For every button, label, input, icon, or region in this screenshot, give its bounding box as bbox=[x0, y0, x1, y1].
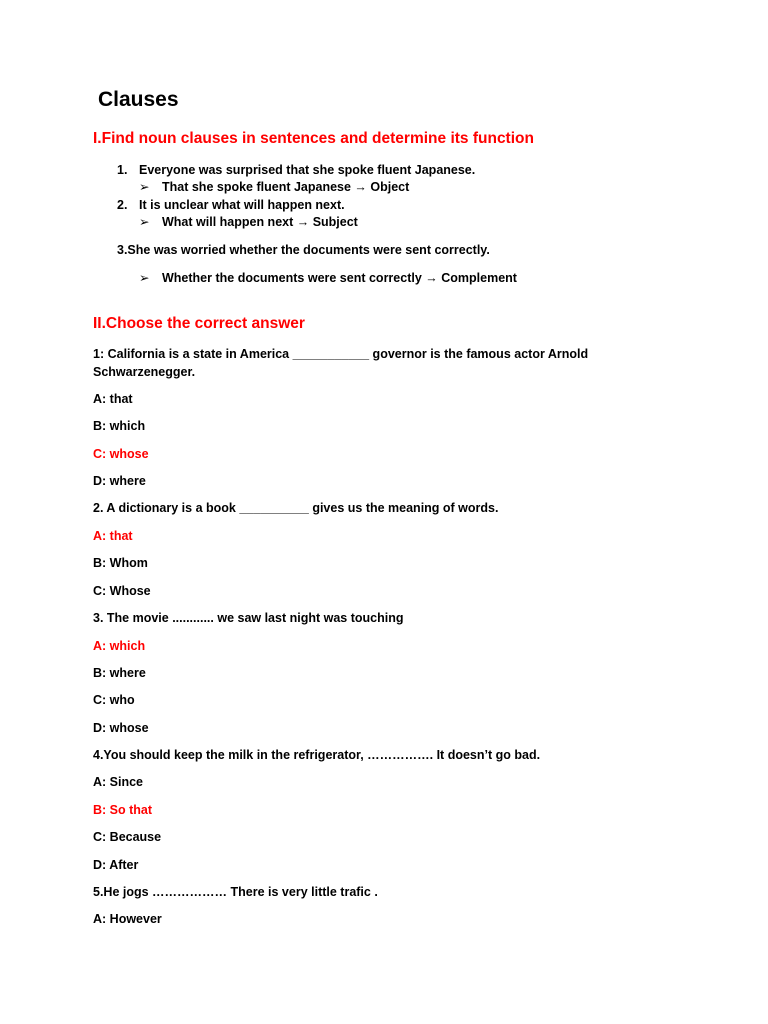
option: C: who bbox=[93, 693, 135, 707]
option: D: After bbox=[93, 858, 139, 872]
option: D: where bbox=[93, 474, 146, 488]
answer-text: That she spoke fluent Japanese → Object bbox=[162, 180, 410, 194]
question-text: It is unclear what will happen next. bbox=[139, 198, 345, 212]
arrow-bullet-icon: ➢ bbox=[139, 271, 150, 285]
question-text: 3. The movie ............ we saw last night was touching bbox=[93, 611, 404, 625]
arrow-bullet-icon: ➢ bbox=[139, 180, 150, 194]
answer-item bbox=[139, 269, 517, 287]
option: A: that bbox=[93, 392, 133, 406]
question-text: 2. A dictionary is a book __________ gives us the meaning of words. bbox=[93, 501, 499, 515]
question-text: Everyone was surprised that she spoke fluent Japanese. bbox=[139, 163, 476, 177]
list-item bbox=[117, 196, 345, 214]
option: B: where bbox=[93, 666, 146, 680]
answer-item bbox=[139, 213, 358, 231]
correct-option: B: So that bbox=[93, 803, 153, 817]
arrow-bullet-icon: ➢ bbox=[139, 215, 150, 229]
list-number: 1. bbox=[117, 163, 128, 177]
option: C: Because bbox=[93, 830, 162, 844]
option: A: However bbox=[93, 912, 162, 926]
correct-option: A: which bbox=[93, 639, 146, 653]
list-number: 2. bbox=[117, 198, 128, 212]
correct-option: C: whose bbox=[93, 447, 149, 461]
question-text: Schwarzenegger. bbox=[93, 365, 196, 379]
list-item bbox=[117, 161, 476, 179]
option: B: Whom bbox=[93, 556, 148, 570]
answer-text: What will happen next → Subject bbox=[162, 215, 358, 229]
question-text: 1: California is a state in America ___________ governor is the famous actor Arnold bbox=[93, 347, 589, 361]
question-text: 4.You should keep the milk in the refrigerator, ……………. It doesn’t go bad. bbox=[93, 748, 541, 762]
option: C: Whose bbox=[93, 584, 151, 598]
option: D: whose bbox=[93, 721, 149, 735]
option: B: which bbox=[93, 419, 146, 433]
answer-text: Whether the documents were sent correctly → Complement bbox=[162, 271, 517, 285]
question-text: 3.She was worried whether the documents were sent correctly. bbox=[117, 243, 490, 257]
correct-option: A: that bbox=[93, 529, 133, 543]
section2-heading: II.Choose the correct answer bbox=[93, 315, 305, 332]
question-text: 5.He jogs ……………… There is very little trafic . bbox=[93, 885, 378, 899]
answer-item bbox=[139, 178, 410, 196]
page-title: Clauses bbox=[98, 88, 179, 111]
option: A: Since bbox=[93, 775, 144, 789]
section1-heading: I.Find noun clauses in sentences and determine its function bbox=[93, 130, 534, 147]
